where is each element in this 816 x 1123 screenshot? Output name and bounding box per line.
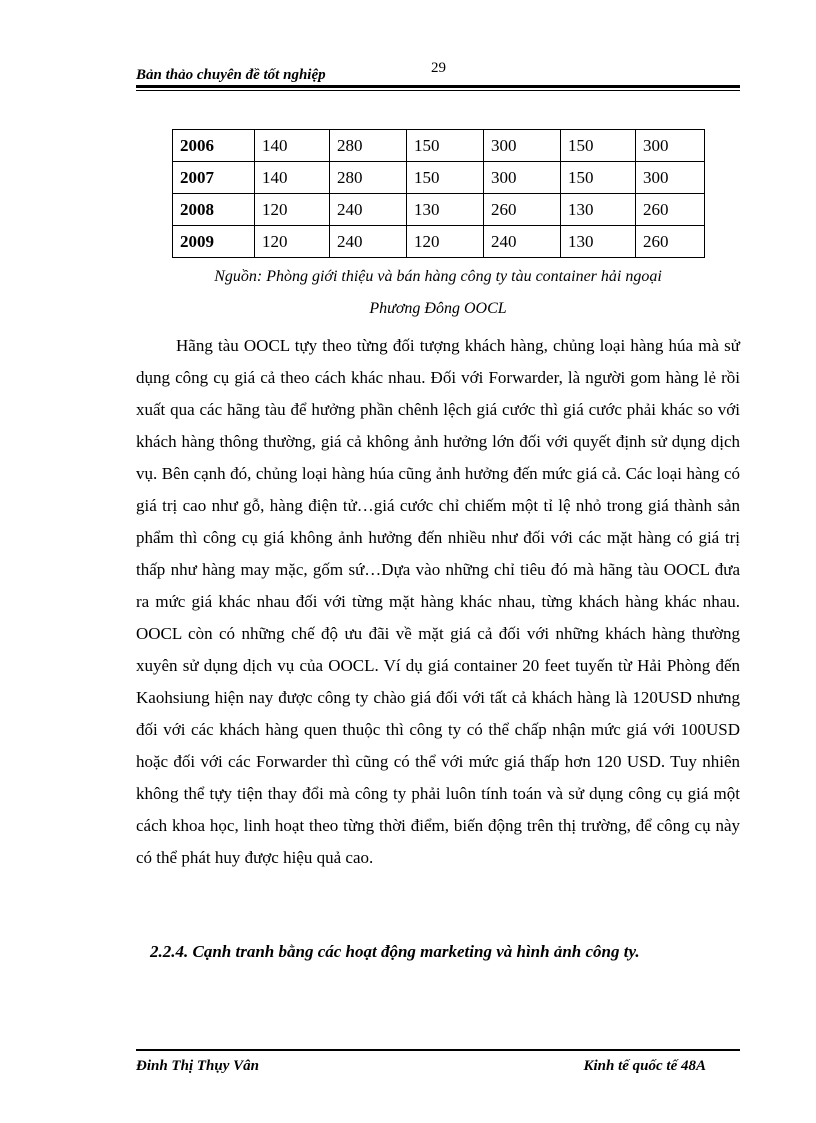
table-source-line-1: Nguồn: Phòng giới thiệu và bán hàng công ty tàu container hải ngoại — [214, 268, 662, 285]
page-header — [136, 58, 740, 88]
footer-author: Đinh Thị Thụy Vân — [136, 1058, 259, 1074]
table-cell: 120 — [255, 226, 330, 258]
table-cell: 140 — [255, 130, 330, 162]
table-cell: 120 — [407, 226, 484, 258]
table-row — [173, 130, 705, 162]
table-cell: 280 — [330, 162, 407, 194]
table-cell: 300 — [636, 130, 705, 162]
table-cell: 130 — [407, 194, 484, 226]
body-paragraph: Hãng tàu OOCL tựy theo từng đối tượng khách hàng, chủng loại hàng húa mà sử dụng công cụ giá cả theo cách khác nhau. Đối với Forwarder, là người gom hàng lẻ rồi xuất qua các hãng tàu để hưởng phần chênh lệch giá cước thì giá cước phải khác so với khách hàng thông thường, giá cả không ảnh hưởng lớn đối với quyết định sử dụng dịch vụ. Bên cạnh đó, chủng loại hàng húa cũng ảnh hưởng đến mức giá cả. Các loại hàng có giá trị cao như gỗ, hàng điện tử…giá cước chỉ chiếm một tỉ lệ nhỏ trong giá thành sản phẩm thì công cụ giá không ảnh hưởng đến nhiều như đối với các mặt hàng có giá trị thấp như hàng may mặc, gốm sứ…Dựa vào những chỉ tiêu đó mà hãng tàu OOCL đưa ra mức giá khác nhau đối với từng mặt hàng khác nhau, từng khách hàng khác nhau. OOCL còn có những chế độ ưu đãi về mặt giá cả đối với những khách hàng thường xuyên sử dụng dịch vụ của OOCL. Ví dụ giá container 20 feet tuyến từ Hải Phòng đến Kaohsiung hiện nay được công ty chào giá đối với tất cả khách hàng là 120USD nhưng đối với các khách hàng quen thuộc thì công ty có thể chấp nhận mức giá với 100USD hoặc đối với các Forwarder thì cũng có thể với mức giá thấp hơn 120 USD. Tuy nhiên không thể tựy tiện thay đổi mà công ty phải luôn tính toán và sử dụng công cụ giá một cách khoa học, linh hoạt theo từng thời điểm, biến động trên thị trường, để công cụ này có thể phát huy được hiệu quả cao. — [136, 336, 740, 867]
table-row — [173, 194, 705, 226]
table-cell: 120 — [255, 194, 330, 226]
table-cell: 280 — [330, 130, 407, 162]
header-rule-thin — [136, 90, 740, 91]
table-cell-year: 2007 — [173, 162, 255, 194]
table-cell-year: 2006 — [173, 130, 255, 162]
footer-class: Kinh tế quốc tế 48A — [583, 1058, 706, 1074]
price-table — [172, 129, 705, 258]
table-cell: 260 — [636, 226, 705, 258]
table-cell: 150 — [561, 130, 636, 162]
table-cell-year: 2009 — [173, 226, 255, 258]
table-cell: 260 — [636, 194, 705, 226]
footer-rule — [136, 1049, 740, 1051]
table-row — [173, 162, 705, 194]
header-rule-thick — [136, 85, 740, 88]
table-cell: 240 — [484, 226, 561, 258]
table-cell: 300 — [484, 130, 561, 162]
section-heading: 2.2.4. Cạnh tranh bằng các hoạt động marketing và hình ảnh công ty. — [150, 942, 640, 961]
table-cell: 240 — [330, 194, 407, 226]
table-cell: 140 — [255, 162, 330, 194]
table-cell: 150 — [407, 130, 484, 162]
table-cell: 150 — [561, 162, 636, 194]
table-cell: 130 — [561, 194, 636, 226]
table-cell: 240 — [330, 226, 407, 258]
table-cell: 300 — [636, 162, 705, 194]
table-cell: 130 — [561, 226, 636, 258]
table-cell: 150 — [407, 162, 484, 194]
table-cell: 260 — [484, 194, 561, 226]
table-row — [173, 226, 705, 258]
header-title: Bản thảo chuyên đề tốt nghiệp — [136, 67, 326, 83]
table-source-line-2: Phương Đông OOCL — [369, 300, 507, 317]
page-number: 29 — [431, 60, 446, 76]
table-cell-year: 2008 — [173, 194, 255, 226]
table-cell: 300 — [484, 162, 561, 194]
